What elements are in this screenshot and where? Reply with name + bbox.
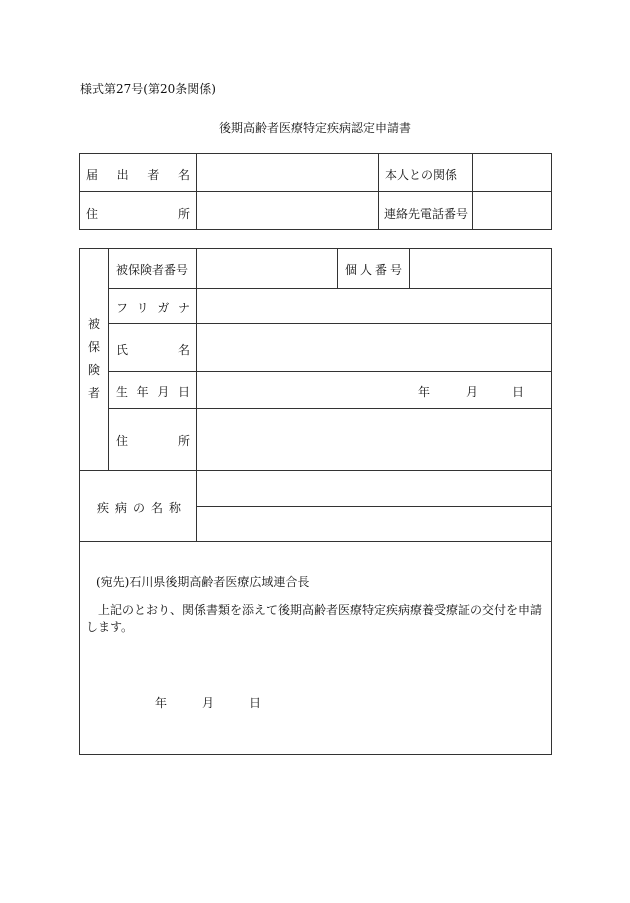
applicant-address-field[interactable] bbox=[198, 193, 376, 228]
birthdate-label: 生 年 月 日 bbox=[116, 385, 190, 399]
personal-number-label: 個人番号 bbox=[345, 263, 406, 277]
birth-day-unit: 日 bbox=[512, 385, 525, 399]
relation-label: 本人との関係 bbox=[385, 168, 458, 182]
insured-name-label: 氏 名 bbox=[116, 343, 190, 357]
form-number: 様式第27号(第20条関係) bbox=[80, 82, 216, 96]
applicant-name-label: 届 出 者 名 bbox=[86, 168, 190, 182]
insured-section-label: 被 保 険 者 bbox=[87, 317, 100, 400]
phone-field[interactable] bbox=[474, 193, 550, 228]
furigana-label: フ リ ガ ナ bbox=[116, 301, 190, 315]
insurance-number-label: 被保険者番号 bbox=[116, 263, 189, 277]
disease-field-2[interactable] bbox=[198, 508, 550, 539]
phone-label: 連絡先電話番号 bbox=[384, 207, 469, 221]
personal-number-field[interactable] bbox=[411, 250, 550, 286]
date-month-unit: 月 bbox=[202, 696, 215, 710]
furigana-field[interactable] bbox=[198, 290, 550, 321]
insured-address-label: 住 所 bbox=[116, 434, 190, 448]
relation-field[interactable] bbox=[474, 155, 550, 189]
applicant-address-label: 住 所 bbox=[86, 207, 190, 221]
insured-name-field[interactable] bbox=[198, 325, 550, 369]
disease-field-1[interactable] bbox=[198, 472, 550, 504]
insurance-number-field[interactable] bbox=[198, 250, 335, 286]
birth-month-unit: 月 bbox=[466, 385, 479, 399]
addressee: (宛先)石川県後期高齢者医療広域連合長 bbox=[96, 575, 310, 589]
document-title: 後期高齢者医療特定疾病認定申請書 bbox=[218, 121, 411, 135]
date-day-unit: 日 bbox=[249, 696, 262, 710]
birthdate-field[interactable] bbox=[198, 373, 550, 406]
declaration-body: 上記のとおり、関係書類を添えて後期高齢者医療特定疾病療養受療証の交付を申請します。 bbox=[86, 603, 543, 634]
birth-year-unit: 年 bbox=[418, 385, 431, 399]
insured-address-field[interactable] bbox=[198, 410, 550, 468]
disease-label: 疾病の名称 bbox=[97, 501, 188, 515]
applicant-name-field[interactable] bbox=[198, 155, 376, 189]
date-year-unit: 年 bbox=[155, 696, 168, 710]
